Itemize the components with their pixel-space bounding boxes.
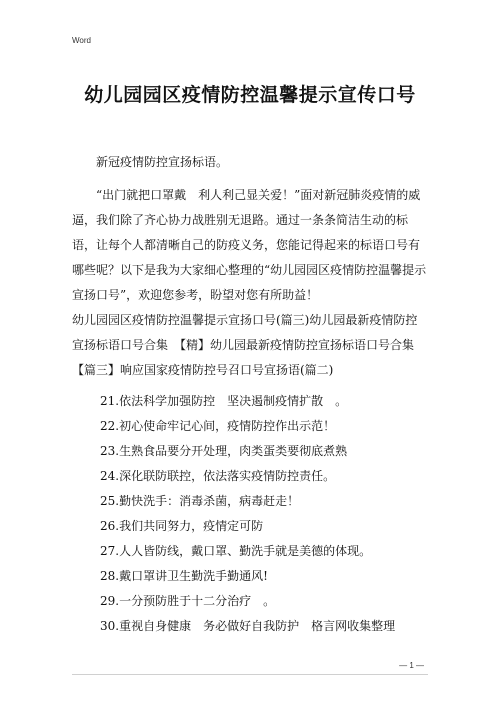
list-item: 30.重视自身健康 务必做好自我防护 格言网收集整理 (100, 619, 396, 633)
list-item: 27.人人皆防线，戴口罩、勤洗手就是美德的体现。 (100, 544, 372, 558)
list-item: 29.一分预防胜于十二分治疗 。 (100, 594, 276, 608)
list-item: 22.初心使命牢记心间，疫情防控作出示范！ (100, 419, 336, 433)
page-number: — 1 — (399, 661, 424, 670)
related-links-paragraph: 幼儿园园区疫情防控温馨提示宣扬口号(篇三)幼儿园最新疫情防控宣扬标语口号合集 【精】幼儿园最新疫情防控宣扬标语口号合集【篇三】响应国家疫情防控号召口号宣扬语(篇二) (72, 313, 418, 377)
slogan-list (72, 389, 428, 639)
footer-divider (72, 674, 428, 675)
intro-paragraph: 新冠疫情防控宣扬标语。 (96, 155, 229, 169)
header-label: Word (72, 36, 91, 45)
list-item: 21.依法科学加强防控 坚决遏制疫情扩散 。 (100, 394, 348, 408)
list-item: 28.戴口罩讲卫生勤洗手勤通风! (100, 569, 268, 583)
body-paragraph: “出门就把口罩戴 利人利己显关爱！”面对新冠肺炎疫情的威逼，我们除了齐心协力战胜别无退路。通过一条条简洁生动的标语，让每个人都清晰自己的防疫义务，您能记得起来的标语口号有哪些呢？以下是我为大家细心整理的“幼儿园园区疫情防控温馨提示宣扬口号”，欢迎您参考，盼望对您有所助益！ (72, 188, 427, 302)
list-item: 24.深化联防联控，依法落实疫情防控责任。 (100, 469, 336, 483)
list-item: 25.勤快洗手：消毒杀菌，病毒赶走！ (100, 494, 300, 508)
list-item: 23.生熟食品要分开处理，肉类蛋类要彻底煮熟 (100, 444, 348, 458)
list-item: 26.我们共同努力，疫情定可防 (100, 519, 264, 533)
document-body (72, 150, 428, 639)
document-title: 幼儿园园区疫情防控温馨提示宣传口号 (84, 84, 416, 106)
